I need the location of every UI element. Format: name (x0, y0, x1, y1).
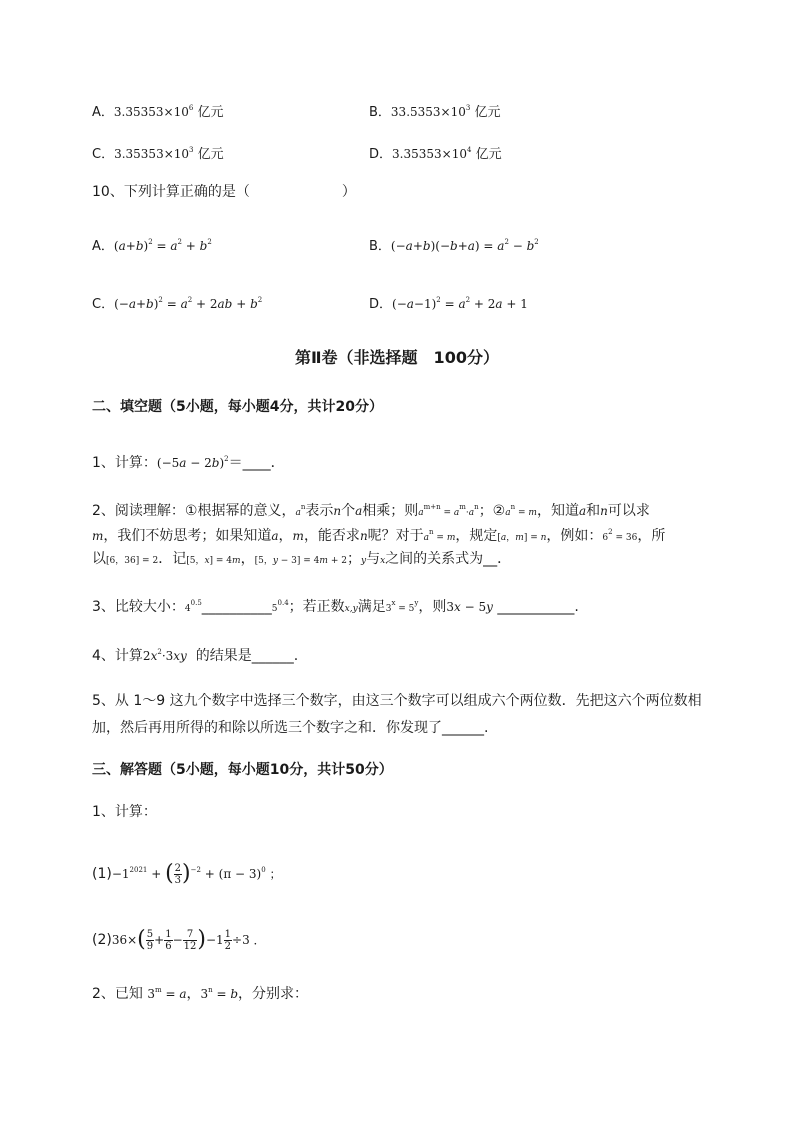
s2-q5-line2: 加，然后再用所得的和除以所选三个数字之和．你发现了______. (92, 720, 489, 736)
section3-heading: 三、解答题（5小题，每小题10分，共计50分） (92, 762, 393, 778)
option-exponent: 6 (188, 104, 194, 112)
option-label: B． (369, 239, 391, 254)
option-unit: 亿元 (197, 147, 224, 162)
text: 2、阅读理解：①根据幂的意义， (92, 503, 296, 519)
q10-option-b (369, 232, 539, 257)
section2-heading: 二、填空题（5小题，每小题4分，共计20分） (92, 399, 383, 415)
text: ， (240, 551, 255, 567)
s2-q4: 4、计算$2x^2\cdot 3xy$ 的结果是______. (92, 648, 299, 664)
option-label: C． (92, 147, 115, 162)
text: 之间的关系式为__． (385, 551, 512, 567)
text: 3、比较大小： (92, 599, 185, 615)
option-label: D． (369, 297, 393, 312)
q10-option-c (92, 290, 262, 315)
text: 和 (586, 503, 601, 519)
option-formula: $(-a-1)^2 = a^2 + 2a + 1$ (392, 296, 528, 311)
text: ， (186, 986, 201, 1002)
option-exponent: 3 (189, 146, 194, 154)
text: 相乘；则 (362, 503, 419, 519)
option-exponent: 3 (465, 104, 471, 112)
text: 呢？对于 (367, 528, 424, 544)
s2-q1-blank: ＝____． (228, 455, 285, 471)
option-formula: $(a+b)^2 = a^2 + b^2$ (113, 238, 212, 253)
s2-q1 (92, 449, 285, 473)
s3-q1-part1: $(1)-1^{2021}$ + ( $\frac{2}{3}$ )$^{-2} + (\pi - 3)^0$ ； (92, 861, 282, 886)
s3-q1-part2: (2)36×( $\frac{5}{9}$ + $\frac{1}{6}$ − $\frac{7}{12}$ )−1 $\frac{1}{2}$ ÷3 ． (92, 927, 266, 952)
text: 以 (92, 551, 106, 567)
q10-option-a (92, 232, 212, 257)
text: ，知道 (536, 503, 579, 519)
text: 2、已知 (92, 986, 143, 1002)
s2-q2-line3: 以[6，36] = 2．记[5，x] = 4m，[5，y − 3] = 4m + 2；y与x之间的关系式为__． (92, 551, 512, 567)
option-label: B． (369, 105, 391, 120)
text: 满足 (357, 599, 386, 615)
option-formula: $(-a+b)^2 = a^2 + 2ab + b^2$ (114, 296, 263, 311)
option-mantissa: 33.5353×10 (390, 105, 466, 119)
q9-option-b (369, 98, 501, 123)
q9-option-d (369, 140, 502, 165)
option-label: A． (92, 239, 114, 254)
option-label: A． (92, 105, 114, 120)
option-unit: 亿元 (475, 147, 502, 162)
text: 个 (341, 503, 356, 519)
q10-stem-text: 10、下列计算正确的是（ (92, 184, 250, 200)
s2-q1-prefix: 1、计算： (92, 455, 157, 471)
option-unit: 亿元 (474, 105, 501, 120)
text: ，所 (637, 528, 666, 544)
text: (1) (92, 866, 112, 882)
s2-q2-line2: m，我们不妨思考；如果知道a，m，能否求n呢？对于$a^n = m$，规定[a，m] = n，例如：$6^2 = 36$，所 (92, 528, 666, 544)
text: ，则 (418, 599, 447, 615)
s2-q2-line1: 2、阅读理解：①根据幂的意义，$a^n$表示n个a相乘；则$a^{m+n} = a^m\cdot a^n$；$②a^n = m$，知道a和n可以求 (92, 503, 650, 519)
q10-stem (92, 182, 356, 202)
s2-q1-expression: $(-5a - 2b)^2$ (156, 455, 229, 470)
q10-stem-close: ） (341, 184, 356, 200)
text: ，分别求： (238, 986, 309, 1002)
q9-option-c (92, 140, 224, 165)
text: ．记 (158, 551, 187, 567)
text: 可以求 (607, 503, 650, 519)
s2-q3: 3、比较大小：$4^{0.5}\_\_\_\_\_\_\_\_\_\_5^{0.4}$；若正数x,y满足$3^x = 5^y$，则3x − 5y ___________. (92, 599, 579, 615)
s3-q1-stem: 1、计算： (92, 804, 157, 820)
text: 表示 (305, 503, 334, 519)
text: ，例如： (546, 528, 603, 544)
s2-q5-line1: 5、从 1～9 这九个数字中选择三个数字，由这三个数字可以组成六个两位数．先把这六个两位数相 (92, 693, 702, 709)
option-unit: 亿元 (197, 105, 224, 120)
option-formula: $(-a+b)(-b+a) = a^2 - b^2$ (390, 238, 539, 253)
part2-title: 第Ⅱ卷（非选择题 100分） (295, 348, 499, 367)
s3-q2: 2、已知 $3^m = a$，$3^n = b$，分别求： (92, 986, 309, 1002)
s2-q3-blank2: ___________. (497, 599, 579, 615)
q10-option-d (369, 290, 528, 315)
text: ，规定 (455, 528, 498, 544)
option-mantissa: 3.35353×10 (392, 147, 467, 161)
text: 与 (366, 551, 381, 567)
q9-option-a (92, 98, 223, 123)
text: ，能否求 (303, 528, 360, 544)
text: 4、计算 (92, 648, 143, 664)
option-mantissa: 3.35353×10 (113, 105, 189, 119)
text: ； (346, 551, 361, 567)
option-exponent: 4 (466, 146, 472, 154)
option-label: C． (92, 297, 115, 312)
text: (2) (92, 932, 112, 948)
text: ；若正数 (288, 599, 345, 615)
text: ，我们不妨思考；如果知道 (103, 528, 272, 544)
s2-q3-blank1: __________ (201, 599, 272, 615)
text: ；② (478, 503, 506, 519)
option-label: D． (369, 147, 393, 162)
text: 的结果是______. (195, 648, 299, 664)
option-mantissa: 3.35353×10 (114, 147, 190, 161)
text: ， (278, 528, 293, 544)
